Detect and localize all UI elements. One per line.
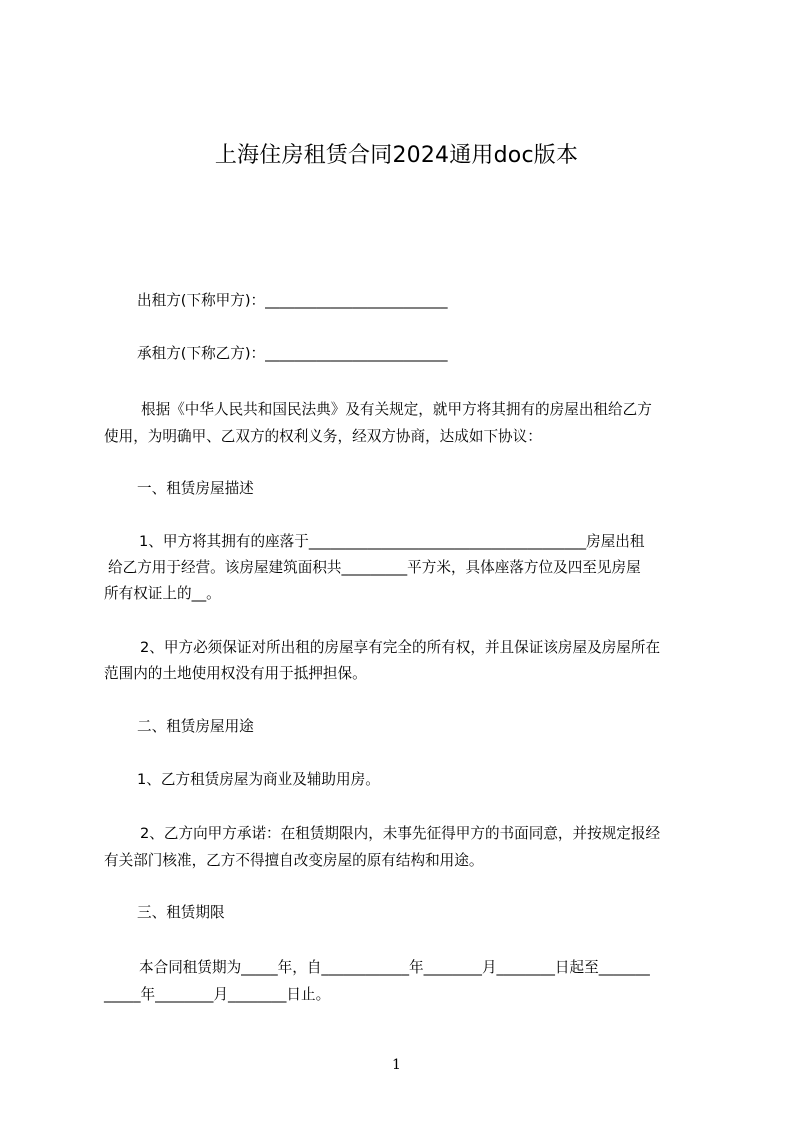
section-2-heading: 二、租赁房屋用途	[137, 718, 254, 735]
section-1-item-1-line-3: 所有权证上的__。	[104, 585, 221, 602]
preamble-line-2: 使用，为明确甲、乙双方的权利义务，经双方协商，达成如下协议：	[104, 428, 542, 445]
section-1-item-2-line-2: 范围内的土地使用权没有用于抵押担保。	[104, 665, 367, 682]
section-1-item-2-line-1: 2、甲方必须保证对所出租的房屋享有完全的所有权，并且保证该房屋及房屋所在	[140, 639, 661, 656]
section-2-item-2-line-1: 2、乙方向甲方承诺：在租赁期限内，未事先征得甲方的书面同意，并按规定报经	[140, 825, 661, 842]
section-3-term-line-2: _____年________月________日止。	[104, 986, 331, 1003]
section-1-heading: 一、租赁房屋描述	[137, 480, 254, 497]
section-2-item-2-line-2: 有关部门核准，乙方不得擅自改变房屋的原有结构和用途。	[104, 852, 484, 869]
section-3-term-line-1: 本合同租赁期为_____年，自____________年________月________日起至_______	[139, 959, 650, 976]
document-title: 上海住房租赁合同2024通用doc版本	[214, 143, 579, 168]
section-1-item-1-line-1: 1、甲方将其拥有的座落于______________________________________房屋出租	[139, 533, 645, 550]
page-number: 1	[392, 1057, 401, 1073]
lessee-line: 承租方(下称乙方)：_________________________	[137, 345, 448, 362]
section-1-item-1-line-2: 给乙方用于经营。该房屋建筑面积共_________平方米，具体座落方位及四至见房屋	[108, 559, 641, 576]
section-2-item-1: 1、乙方租赁房屋为商业及辅助用房。	[137, 771, 380, 788]
lessor-line: 出租方(下称甲方)：_________________________	[137, 292, 448, 309]
preamble-line-1: 根据《中华人民共和国民法典》及有关规定，就甲方将其拥有的房屋出租给乙方	[141, 401, 652, 418]
section-3-heading: 三、租赁期限	[137, 904, 225, 921]
